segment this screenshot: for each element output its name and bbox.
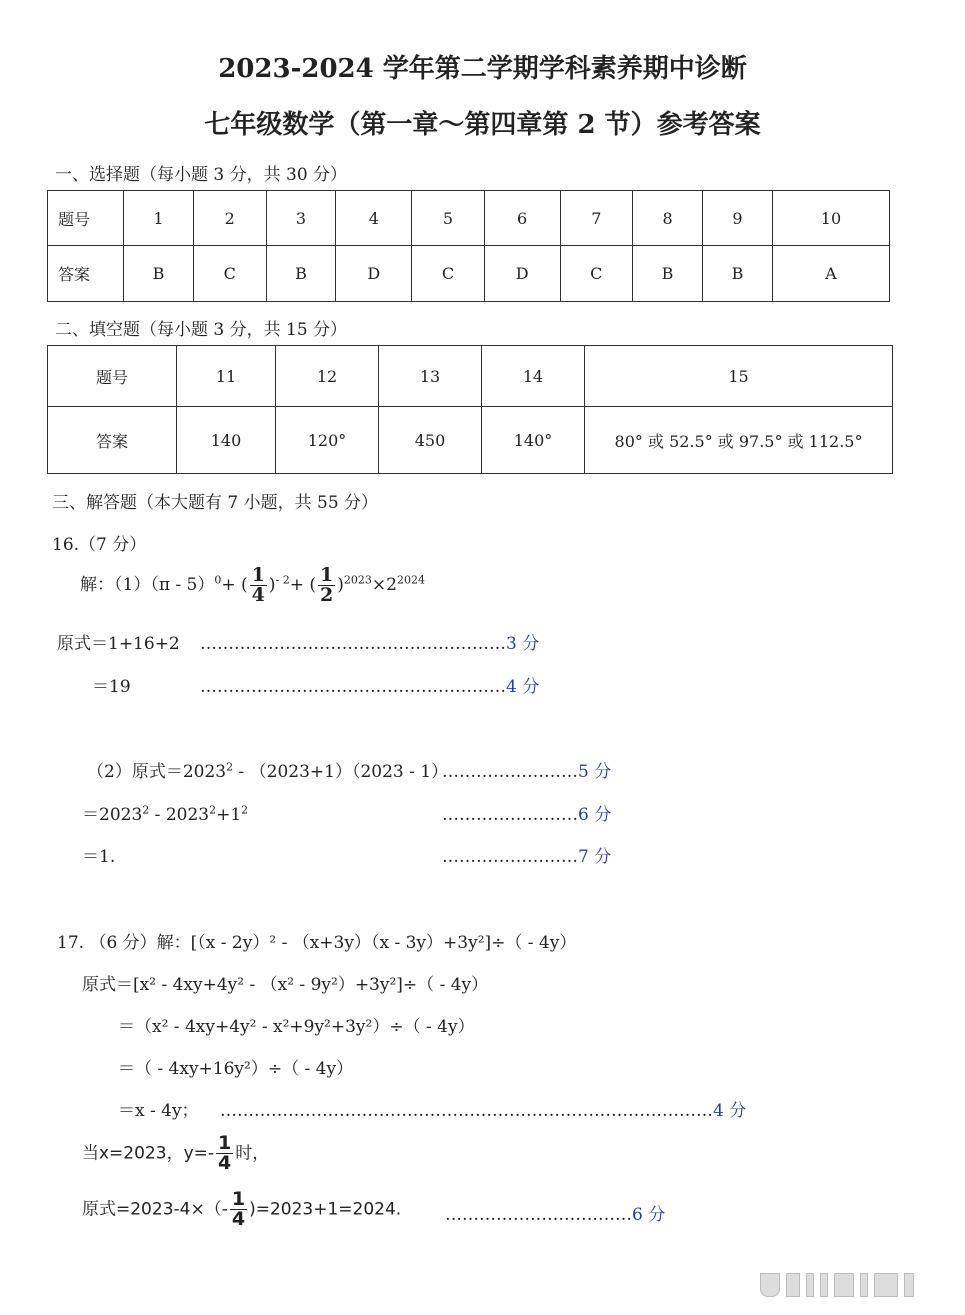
score-mark: 6 分 — [578, 805, 612, 825]
fraction — [216, 1134, 233, 1173]
score-mark: 4 分 — [713, 1101, 747, 1121]
step-text: 原式=2023-4×（- — [82, 1199, 228, 1220]
table-cell: B — [124, 246, 194, 302]
row-label-answer: 答案 — [48, 246, 124, 302]
table-cell: 6 — [484, 191, 560, 246]
page-strip-icon[interactable] — [860, 1273, 868, 1297]
leader-dots: …………………… — [442, 847, 578, 867]
page-strip-icon[interactable] — [834, 1273, 854, 1297]
expr-part: ) — [337, 575, 344, 595]
table-cell: C — [193, 246, 266, 302]
table-cell: 7 — [560, 191, 633, 246]
table-cell: 15 — [585, 346, 893, 407]
fraction — [318, 566, 335, 605]
step-text: ＝x - 4y； — [118, 1101, 199, 1121]
table-row — [48, 407, 893, 474]
q16-part2-step1-score — [442, 757, 611, 782]
expr-part: + ( — [221, 575, 248, 595]
fraction-denominator: 4 — [218, 1152, 232, 1174]
exponent: 2 — [226, 760, 234, 774]
step-text: +1 — [216, 805, 242, 825]
table-cell: 140 — [177, 407, 276, 474]
table-cell: 11 — [177, 346, 276, 407]
q17-step3: ＝（ - 4xy+16y²）÷（ - 4y） — [118, 1059, 354, 1079]
table-cell: 13 — [379, 346, 482, 407]
fraction-numerator: 1 — [320, 564, 334, 586]
table-row — [48, 191, 890, 246]
q16-part2-step2 — [82, 800, 248, 825]
expr-part: 解：（1）（π - 5） — [80, 575, 215, 595]
table-cell: 5 — [412, 191, 485, 246]
table-cell: B — [703, 246, 773, 302]
expr-part: + ( — [289, 575, 317, 595]
exponent: 2024 — [396, 573, 425, 587]
row-label-question: 题号 — [48, 191, 124, 246]
table-cell: 450 — [379, 407, 482, 474]
expr-part: ) — [268, 575, 276, 595]
table-cell: D — [336, 246, 412, 302]
fraction-denominator: 4 — [251, 584, 265, 606]
table-cell: D — [484, 246, 560, 302]
q17-step4-score — [220, 1096, 746, 1121]
q16-part1-expression — [80, 566, 425, 605]
page-title: 2023-2024 学年第二学期学科素养期中诊断 — [218, 54, 747, 84]
q17-question: 17. （6 分）解：[（x - 2y）² - （x+3y）（x - 3y）+3y²]÷（ - 4y） — [57, 933, 577, 953]
q17-step2: ＝（x² - 4xy+4y² - x²+9y²+3y²）÷（ - 4y） — [118, 1017, 475, 1037]
table-cell: C — [560, 246, 633, 302]
fraction-denominator: 4 — [231, 1208, 246, 1230]
table-cell: 2 — [193, 191, 266, 246]
page-strip-icon[interactable] — [786, 1273, 800, 1297]
leader-dots: ……………………………………………… — [200, 677, 506, 697]
row-label-answer: 答案 — [48, 407, 177, 474]
exponent: - 2 — [275, 573, 290, 587]
fraction-denominator: 2 — [320, 584, 334, 606]
step-text: ＝19 — [92, 677, 131, 697]
fraction-numerator: 1 — [218, 1132, 232, 1154]
score-mark: 6 分 — [632, 1205, 666, 1225]
score-mark: 4 分 — [506, 677, 540, 697]
table-cell: 3 — [266, 191, 336, 246]
score-mark: 5 分 — [578, 762, 612, 782]
step-text: 原式＝1+16+2 — [57, 634, 180, 654]
exponent: 2 — [241, 803, 249, 817]
page-strip-icon[interactable] — [874, 1273, 898, 1297]
table-cell: 12 — [276, 346, 379, 407]
step-text: )=2023+1=2024. — [249, 1199, 402, 1220]
section3-heading: 三、解答题（本大题有 7 小题，共 55 分） — [52, 493, 379, 513]
fraction — [230, 1190, 247, 1229]
table-cell: 8 — [633, 191, 703, 246]
row-label-question: 题号 — [48, 346, 177, 407]
leader-dots: …………………………… — [445, 1205, 632, 1225]
exponent: 2023 — [343, 573, 372, 587]
table-cell: 1 — [124, 191, 194, 246]
page-strip-icon[interactable] — [904, 1273, 914, 1297]
q17-step1: 原式＝[x² - 4xy+4y² - （x² - 9y²）+3y²]÷（ - 4y） — [82, 975, 489, 995]
step-text: - 2023 — [149, 805, 210, 825]
step-text: （2）原式＝2023 — [87, 762, 227, 782]
leader-dots: …………………………………………………………………………… — [220, 1101, 713, 1121]
q17-result-score — [445, 1200, 665, 1225]
step-text: ＝1. — [82, 847, 116, 867]
table-cell: B — [633, 246, 703, 302]
table-cell: A — [772, 246, 889, 302]
table-cell: 9 — [703, 191, 773, 246]
step-text: ＝2023 — [82, 805, 143, 825]
fraction-numerator: 1 — [251, 564, 265, 586]
exponent: 2 — [209, 803, 217, 817]
q16-step2 — [92, 672, 131, 697]
q16-label: 16.（7 分） — [52, 535, 147, 555]
table-cell: B — [266, 246, 336, 302]
fraction-numerator: 1 — [231, 1188, 246, 1210]
score-mark: 7 分 — [578, 847, 612, 867]
fraction — [250, 566, 267, 605]
page-strip-icon[interactable] — [806, 1273, 814, 1297]
q16-part2-step1 — [87, 757, 448, 782]
table-cell: 80° 或 52.5° 或 97.5° 或 112.5° — [585, 407, 893, 474]
table-cell: 14 — [482, 346, 585, 407]
q17-step4 — [118, 1096, 199, 1121]
leader-dots: …………………… — [442, 805, 578, 825]
page-subtitle: 七年级数学（第一章～第四章第 2 节）参考答案 — [204, 110, 761, 140]
viewer-toolbar — [760, 1270, 965, 1300]
step-text: - （2023+1）（2023 - 1） — [233, 762, 449, 782]
table-cell: 4 — [336, 191, 412, 246]
q16-step1-score — [200, 629, 539, 654]
table-cell: 10 — [772, 191, 889, 246]
page-strip-icon[interactable] — [820, 1273, 828, 1297]
choice-answer-table — [47, 190, 890, 302]
q16-step1 — [57, 629, 180, 654]
q17-result — [82, 1190, 401, 1229]
fill-answer-table — [47, 345, 893, 474]
table-cell: 120° — [276, 407, 379, 474]
section2-heading: 二、填空题（每小题 3 分，共 15 分） — [55, 320, 348, 340]
table-row — [48, 346, 893, 407]
q16-part2-step2-score — [442, 800, 611, 825]
q16-step2-score — [200, 672, 539, 697]
exponent: 0 — [214, 573, 222, 587]
step-text: 当x=2023，y=- — [82, 1143, 215, 1164]
section1-heading: 一、选择题（每小题 3 分，共 30 分） — [55, 165, 348, 185]
leader-dots: ……………………………………………… — [200, 634, 506, 654]
score-mark: 3 分 — [506, 634, 540, 654]
exponent: 2 — [142, 803, 150, 817]
table-cell: C — [412, 246, 485, 302]
table-cell: 140° — [482, 407, 585, 474]
expr-part: ×2 — [371, 575, 397, 595]
bookmark-icon[interactable] — [760, 1273, 780, 1297]
q16-part2-step3-score — [442, 842, 611, 867]
table-row — [48, 246, 890, 302]
step-text: 时， — [235, 1143, 270, 1164]
q16-part2-step3 — [82, 842, 115, 867]
q17-substitution — [82, 1134, 269, 1173]
leader-dots: …………………… — [442, 762, 578, 782]
